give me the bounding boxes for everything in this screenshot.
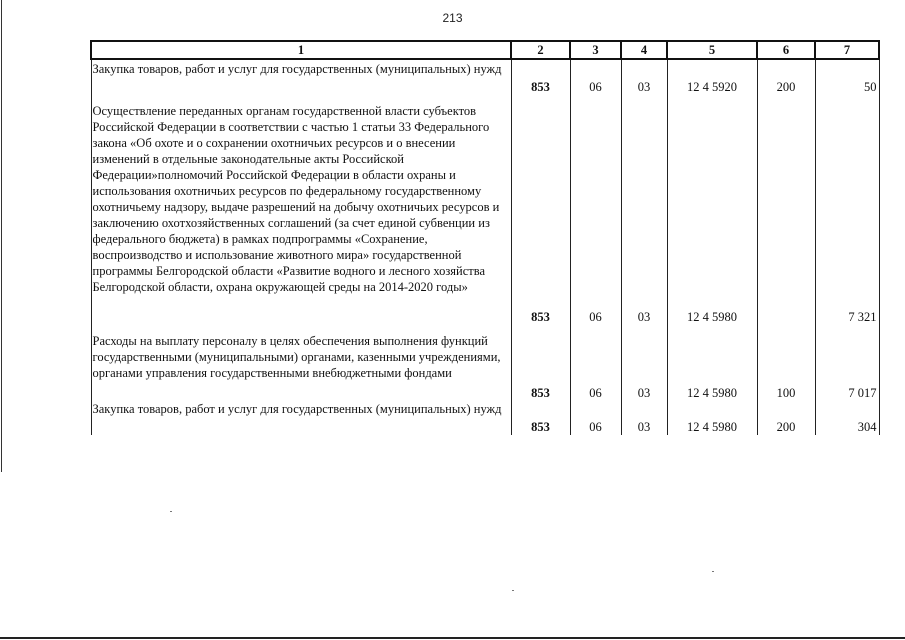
scan-speck bbox=[512, 590, 514, 591]
row-ministry-code: 853 bbox=[511, 95, 570, 327]
row-name: Закупка товаров, работ и услуг для государственных (муниципальных) нужд bbox=[91, 401, 511, 435]
table-row bbox=[91, 327, 879, 401]
row-section: 06 bbox=[570, 95, 621, 327]
row-expense-type: 200 bbox=[757, 59, 815, 95]
table-row bbox=[91, 401, 879, 435]
row-amount: 304 bbox=[815, 401, 879, 435]
row-target-article: 12 4 5920 bbox=[667, 59, 757, 95]
row-expense-type: 100 bbox=[757, 327, 815, 401]
page-number: 213 bbox=[442, 11, 463, 25]
row-subsection: 03 bbox=[621, 95, 667, 327]
row-section: 06 bbox=[570, 327, 621, 401]
header-col-3: 3 bbox=[570, 41, 621, 59]
scan-speck bbox=[170, 511, 172, 512]
row-section: 06 bbox=[570, 401, 621, 435]
row-target-article: 12 4 5980 bbox=[667, 327, 757, 401]
scan-speck bbox=[712, 571, 714, 572]
header-row bbox=[91, 41, 879, 59]
header-col-1: 1 bbox=[91, 41, 511, 59]
header-col-7: 7 bbox=[815, 41, 879, 59]
row-section: 06 bbox=[570, 59, 621, 95]
row-target-article: 12 4 5980 bbox=[667, 401, 757, 435]
row-expense-type: 200 bbox=[757, 401, 815, 435]
budget-table bbox=[90, 40, 880, 435]
row-ministry-code: 853 bbox=[511, 59, 570, 95]
row-ministry-code: 853 bbox=[511, 401, 570, 435]
row-name: Расходы на выплату персоналу в целях обеспечения выполнения функций государственными (муниципальными) органами, казенными учреждениями, органами управления государственными внебюджетными фондами bbox=[91, 327, 511, 401]
row-amount: 7 017 bbox=[815, 327, 879, 401]
row-name: Осуществление переданных органам государственной власти субъектов Российской Федерации в соответствии с частью 1 статьи 33 Федерального закона «Об охоте и о сохранении охотничьих ресурсов и о внесении изменений в отдельные законодательные акты Российской Федерации»полномочий Российской Федерации в области охраны и использования охотничьих ресурсов по федеральному государственному охотничьему надзору, выдаче разрешений на добычу охотничьих ресурсов и заключению охотхозяйственных соглашений (за счет единой субвенции из федерального бюджета) в рамках подпрограммы «Сохранение, воспроизводство и использование животного мира» государственной программы Белгородской области «Развитие водного и лесного хозяйства Белгородской области, охрана окружающей среды на 2014-2020 годы» bbox=[91, 95, 511, 327]
page-left-edge bbox=[1, 0, 2, 472]
table-row bbox=[91, 59, 879, 95]
header-col-6: 6 bbox=[757, 41, 815, 59]
row-expense-type bbox=[757, 95, 815, 327]
row-amount: 50 bbox=[815, 59, 879, 95]
row-amount: 7 321 bbox=[815, 95, 879, 327]
header-col-4: 4 bbox=[621, 41, 667, 59]
header-col-5: 5 bbox=[667, 41, 757, 59]
row-subsection: 03 bbox=[621, 401, 667, 435]
header-col-2: 2 bbox=[511, 41, 570, 59]
row-subsection: 03 bbox=[621, 59, 667, 95]
row-name: Закупка товаров, работ и услуг для государственных (муниципальных) нужд bbox=[91, 59, 511, 95]
table-row bbox=[91, 95, 879, 327]
row-ministry-code: 853 bbox=[511, 327, 570, 401]
page-bottom-edge bbox=[0, 637, 905, 639]
row-subsection: 03 bbox=[621, 327, 667, 401]
row-target-article: 12 4 5980 bbox=[667, 95, 757, 327]
